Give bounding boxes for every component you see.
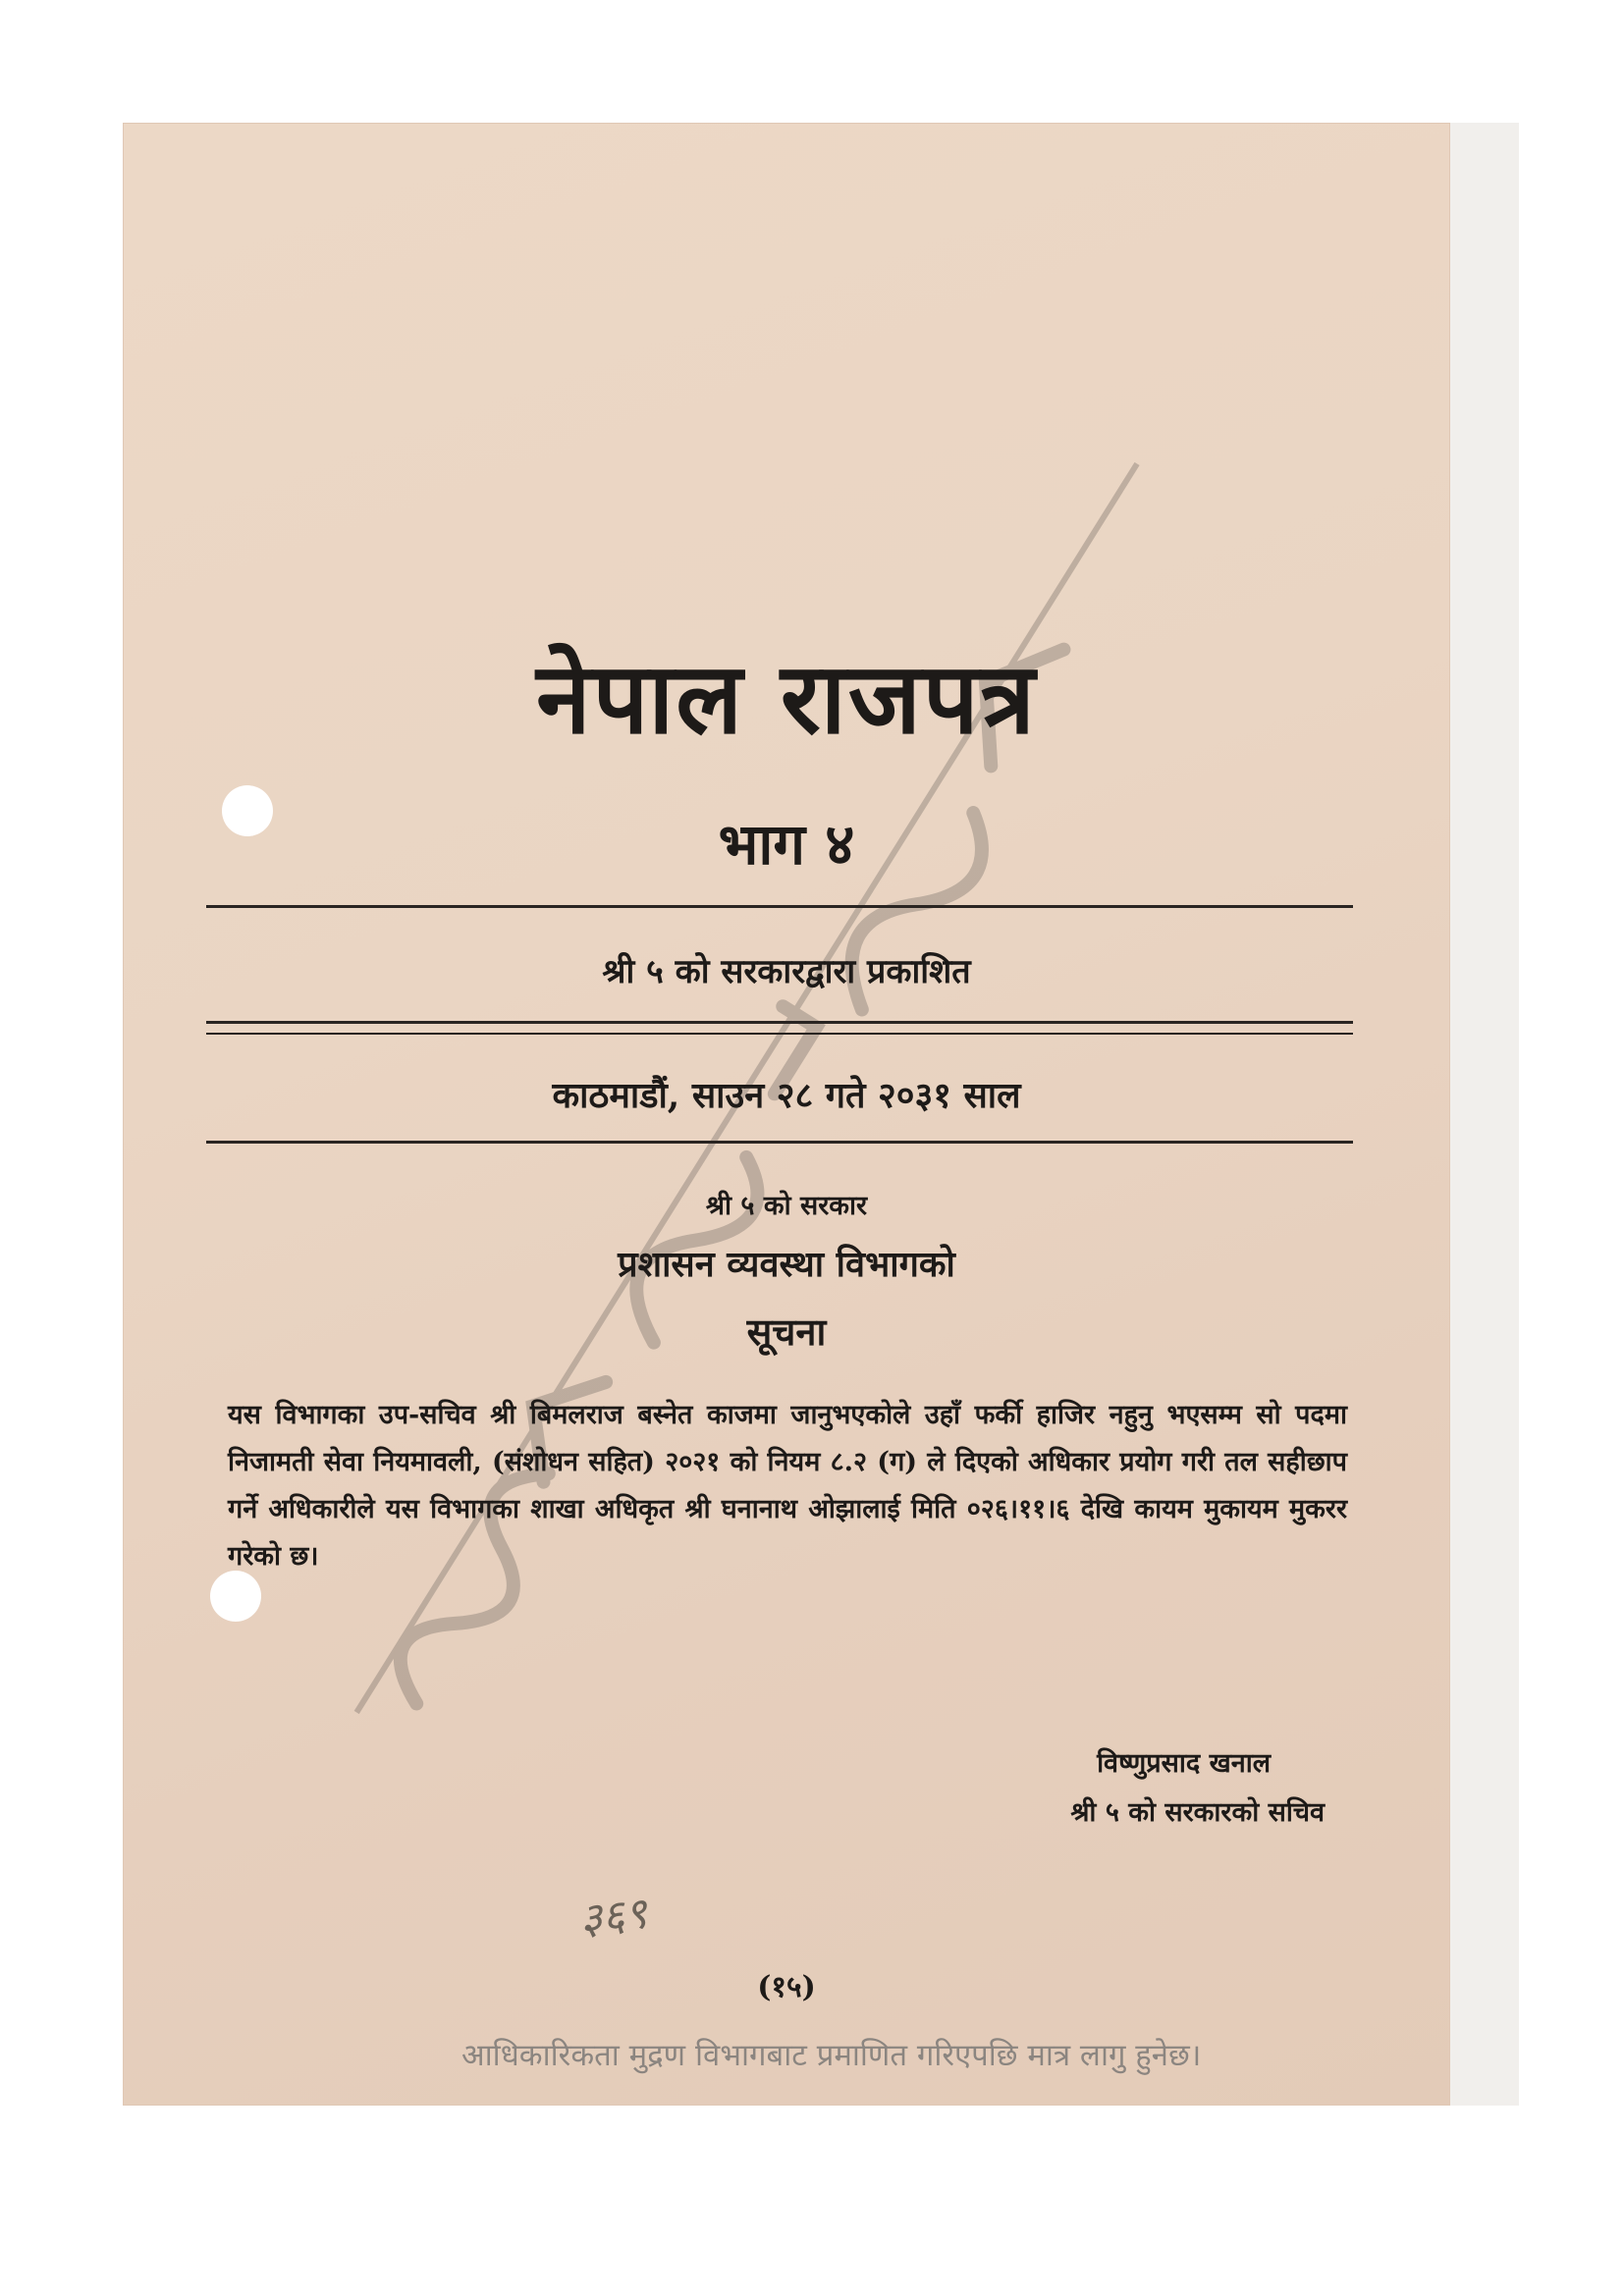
notice-department: प्रशासन व्यवस्था विभागको [618, 1244, 955, 1285]
dateline: काठमाडौं, साउन २८ गते २०३१ साल [552, 1075, 1021, 1116]
handwritten-number: ३६९ [576, 1888, 650, 1946]
signatory-title: श्री ५ को सरकारको सचिव [1070, 1797, 1325, 1828]
notice-heading: सूचना [746, 1309, 827, 1354]
divider [206, 905, 1353, 908]
divider [206, 1141, 1353, 1144]
gazette-part: भाग ४ [718, 811, 855, 878]
notice-government: श्री ५ को सरकार [705, 1191, 868, 1221]
notice-body: यस विभागका उप-सचिव श्री बिमलराज बस्नेत काजमा जानुभएकोले उहाँ फर्की हाजिर नहुनु भएसम्म सो पदमा निजामती सेवा नियमावली, (संशोधन सहित) २०२१ को नियम ८.२ (ग) ले दिएको अधिकार प्रयोग गरी तल सहीछाप गर्ने अधिकारीले यस विभागका शाखा अधिकृत श्री घनानाथ ओझालाई मिति ०२६।११।६ देखि कायम मुकायम मुकरर गरेको छ। [228, 1400, 1347, 1572]
scan-edge-band [1450, 123, 1519, 2106]
publisher-line: श्री ५ को सरकारद्वारा प्रकाशित [602, 952, 971, 991]
gazette-masthead: नेपाल राजपत्र [536, 641, 1037, 756]
divider [206, 1021, 1353, 1024]
signatory-name: विष्णुप्रसाद खनाल [1097, 1748, 1271, 1779]
page-number: (१५) [757, 1970, 816, 2004]
authenticity-footer-note: आधिकारिकता मुद्रण विभागबाट प्रमाणित गरिएपछि मात्र लागु हुनेछ। [461, 2038, 1202, 2073]
divider [206, 1033, 1353, 1035]
